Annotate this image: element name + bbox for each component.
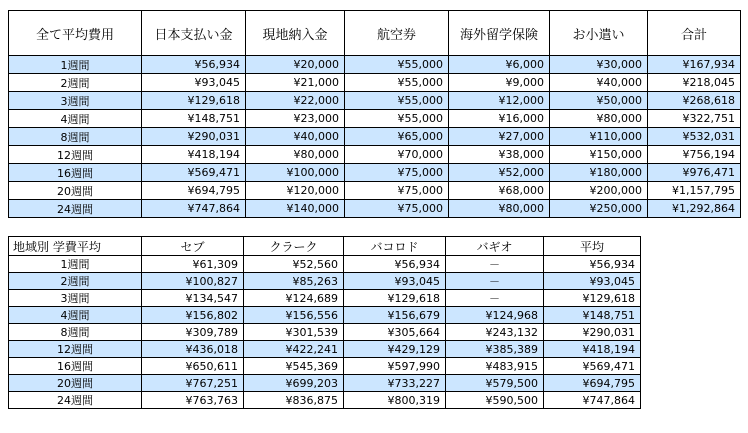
- row-label: 1週間: [9, 56, 142, 74]
- table-cell: ¥200,000: [550, 182, 648, 200]
- row-label: 2週間: [9, 273, 142, 290]
- header-cell: 平均: [544, 237, 641, 256]
- row-label: 20週間: [9, 375, 142, 392]
- table-cell: ¥110,000: [550, 128, 648, 146]
- table-cell: ¥597,990: [344, 358, 446, 375]
- table-cell: ¥976,471: [648, 164, 741, 182]
- table-cell: －: [446, 273, 544, 290]
- table-cell: ¥80,000: [246, 146, 345, 164]
- table-cell: ¥124,968: [446, 307, 544, 324]
- regional-tuition-table: [8, 236, 641, 409]
- table-cell: ¥40,000: [550, 74, 648, 92]
- table-cell: ¥70,000: [345, 146, 449, 164]
- table-row: [9, 290, 641, 307]
- table-cell: ¥532,031: [648, 128, 741, 146]
- table-cell: ¥129,618: [344, 290, 446, 307]
- table-cell: ¥65,000: [345, 128, 449, 146]
- row-label: 20週間: [9, 182, 142, 200]
- table-row: [9, 392, 641, 409]
- table-row: [9, 324, 641, 341]
- table-cell: －: [446, 290, 544, 307]
- header-cell: バギオ: [446, 237, 544, 256]
- table-cell: ¥836,875: [244, 392, 344, 409]
- table-cell: ¥140,000: [246, 200, 345, 218]
- table-cell: －: [446, 256, 544, 273]
- table-cell: ¥747,864: [544, 392, 641, 409]
- table-cell: ¥129,618: [142, 92, 246, 110]
- row-label: 8週間: [9, 324, 142, 341]
- table-cell: ¥268,618: [648, 92, 741, 110]
- header-cell: バコロド: [344, 237, 446, 256]
- header-cell: 全て平均費用: [9, 11, 142, 56]
- table-cell: ¥6,000: [449, 56, 550, 74]
- table-cell: ¥747,864: [142, 200, 246, 218]
- table-cell: ¥93,045: [344, 273, 446, 290]
- table-cell: ¥61,309: [142, 256, 244, 273]
- table-cell: ¥40,000: [246, 128, 345, 146]
- row-label: 12週間: [9, 341, 142, 358]
- header-cell: 合計: [648, 11, 741, 56]
- table-cell: ¥55,000: [345, 110, 449, 128]
- row-label: 3週間: [9, 92, 142, 110]
- table-cell: ¥85,263: [244, 273, 344, 290]
- table-row: [9, 164, 741, 182]
- table-cell: ¥694,795: [142, 182, 246, 200]
- average-cost-table: [8, 10, 741, 218]
- table-cell: ¥100,827: [142, 273, 244, 290]
- table-cell: ¥579,500: [446, 375, 544, 392]
- table-cell: ¥21,000: [246, 74, 345, 92]
- row-label: 24週間: [9, 392, 142, 409]
- table-cell: ¥30,000: [550, 56, 648, 74]
- table-cell: ¥436,018: [142, 341, 244, 358]
- table-cell: ¥767,251: [142, 375, 244, 392]
- table-cell: ¥167,934: [648, 56, 741, 74]
- table-row: [9, 56, 741, 74]
- header-row: [9, 11, 741, 56]
- table-cell: ¥569,471: [142, 164, 246, 182]
- header-row: [9, 237, 641, 256]
- table-cell: ¥75,000: [345, 182, 449, 200]
- table-cell: ¥124,689: [244, 290, 344, 307]
- table-cell: ¥80,000: [449, 200, 550, 218]
- header-cell: 航空券: [345, 11, 449, 56]
- row-label: 2週間: [9, 74, 142, 92]
- table-cell: ¥55,000: [345, 74, 449, 92]
- table-row: [9, 358, 641, 375]
- table-cell: ¥800,319: [344, 392, 446, 409]
- table-cell: ¥93,045: [544, 273, 641, 290]
- table-cell: ¥100,000: [246, 164, 345, 182]
- table-cell: ¥23,000: [246, 110, 345, 128]
- table-cell: ¥52,560: [244, 256, 344, 273]
- table-cell: ¥483,915: [446, 358, 544, 375]
- table-row: [9, 182, 741, 200]
- table-cell: ¥56,934: [142, 56, 246, 74]
- table-cell: ¥9,000: [449, 74, 550, 92]
- row-label: 4週間: [9, 307, 142, 324]
- table-cell: ¥12,000: [449, 92, 550, 110]
- table-row: [9, 375, 641, 392]
- table-cell: ¥385,389: [446, 341, 544, 358]
- table-cell: ¥569,471: [544, 358, 641, 375]
- table-cell: ¥694,795: [544, 375, 641, 392]
- table-cell: ¥545,369: [244, 358, 344, 375]
- table-cell: ¥322,751: [648, 110, 741, 128]
- table-cell: ¥20,000: [246, 56, 345, 74]
- table-cell: ¥56,934: [344, 256, 446, 273]
- table-cell: ¥50,000: [550, 92, 648, 110]
- table-cell: ¥650,611: [142, 358, 244, 375]
- table-cell: ¥590,500: [446, 392, 544, 409]
- table-cell: ¥418,194: [544, 341, 641, 358]
- table-cell: ¥156,802: [142, 307, 244, 324]
- table-row: [9, 92, 741, 110]
- header-cell: 現地納入金: [246, 11, 345, 56]
- table-row: [9, 128, 741, 146]
- table-cell: ¥16,000: [449, 110, 550, 128]
- table-cell: ¥422,241: [244, 341, 344, 358]
- table-cell: ¥180,000: [550, 164, 648, 182]
- header-cell: 海外留学保険: [449, 11, 550, 56]
- table-cell: ¥56,934: [544, 256, 641, 273]
- table-cell: ¥301,539: [244, 324, 344, 341]
- table-cell: ¥250,000: [550, 200, 648, 218]
- table-cell: ¥68,000: [449, 182, 550, 200]
- table-cell: ¥27,000: [449, 128, 550, 146]
- table-row: [9, 256, 641, 273]
- row-label: 12週間: [9, 146, 142, 164]
- table-row: [9, 146, 741, 164]
- table-cell: ¥120,000: [246, 182, 345, 200]
- table-row: [9, 74, 741, 92]
- table-cell: ¥38,000: [449, 146, 550, 164]
- table-cell: ¥1,157,795: [648, 182, 741, 200]
- table-cell: ¥763,763: [142, 392, 244, 409]
- table-cell: ¥134,547: [142, 290, 244, 307]
- table-cell: ¥52,000: [449, 164, 550, 182]
- table-row: [9, 273, 641, 290]
- table-cell: ¥290,031: [544, 324, 641, 341]
- table-row: [9, 307, 641, 324]
- table-cell: ¥699,203: [244, 375, 344, 392]
- row-label: 8週間: [9, 128, 142, 146]
- row-label: 24週間: [9, 200, 142, 218]
- table-cell: ¥22,000: [246, 92, 345, 110]
- table-cell: ¥93,045: [142, 74, 246, 92]
- table-cell: ¥55,000: [345, 56, 449, 74]
- table-cell: ¥80,000: [550, 110, 648, 128]
- table-cell: ¥290,031: [142, 128, 246, 146]
- table-cell: ¥1,292,864: [648, 200, 741, 218]
- table-cell: ¥756,194: [648, 146, 741, 164]
- table-cell: ¥733,227: [344, 375, 446, 392]
- header-cell: 日本支払い金: [142, 11, 246, 56]
- table-cell: ¥148,751: [544, 307, 641, 324]
- table-cell: ¥429,129: [344, 341, 446, 358]
- table-cell: ¥243,132: [446, 324, 544, 341]
- table-cell: ¥150,000: [550, 146, 648, 164]
- table-row: [9, 110, 741, 128]
- row-label: 16週間: [9, 164, 142, 182]
- header-cell: 地域別 学費平均: [9, 237, 142, 256]
- table-row: [9, 200, 741, 218]
- row-label: 1週間: [9, 256, 142, 273]
- table-cell: ¥75,000: [345, 200, 449, 218]
- table-cell: ¥309,789: [142, 324, 244, 341]
- table-row: [9, 341, 641, 358]
- table-cell: ¥418,194: [142, 146, 246, 164]
- row-label: 3週間: [9, 290, 142, 307]
- row-label: 4週間: [9, 110, 142, 128]
- table-cell: ¥305,664: [344, 324, 446, 341]
- header-cell: クラーク: [244, 237, 344, 256]
- table-cell: ¥148,751: [142, 110, 246, 128]
- header-cell: セブ: [142, 237, 244, 256]
- table-cell: ¥129,618: [544, 290, 641, 307]
- table-cell: ¥75,000: [345, 164, 449, 182]
- row-label: 16週間: [9, 358, 142, 375]
- table-cell: ¥156,556: [244, 307, 344, 324]
- header-cell: お小遣い: [550, 11, 648, 56]
- table-cell: ¥218,045: [648, 74, 741, 92]
- table-cell: ¥156,679: [344, 307, 446, 324]
- table-cell: ¥55,000: [345, 92, 449, 110]
